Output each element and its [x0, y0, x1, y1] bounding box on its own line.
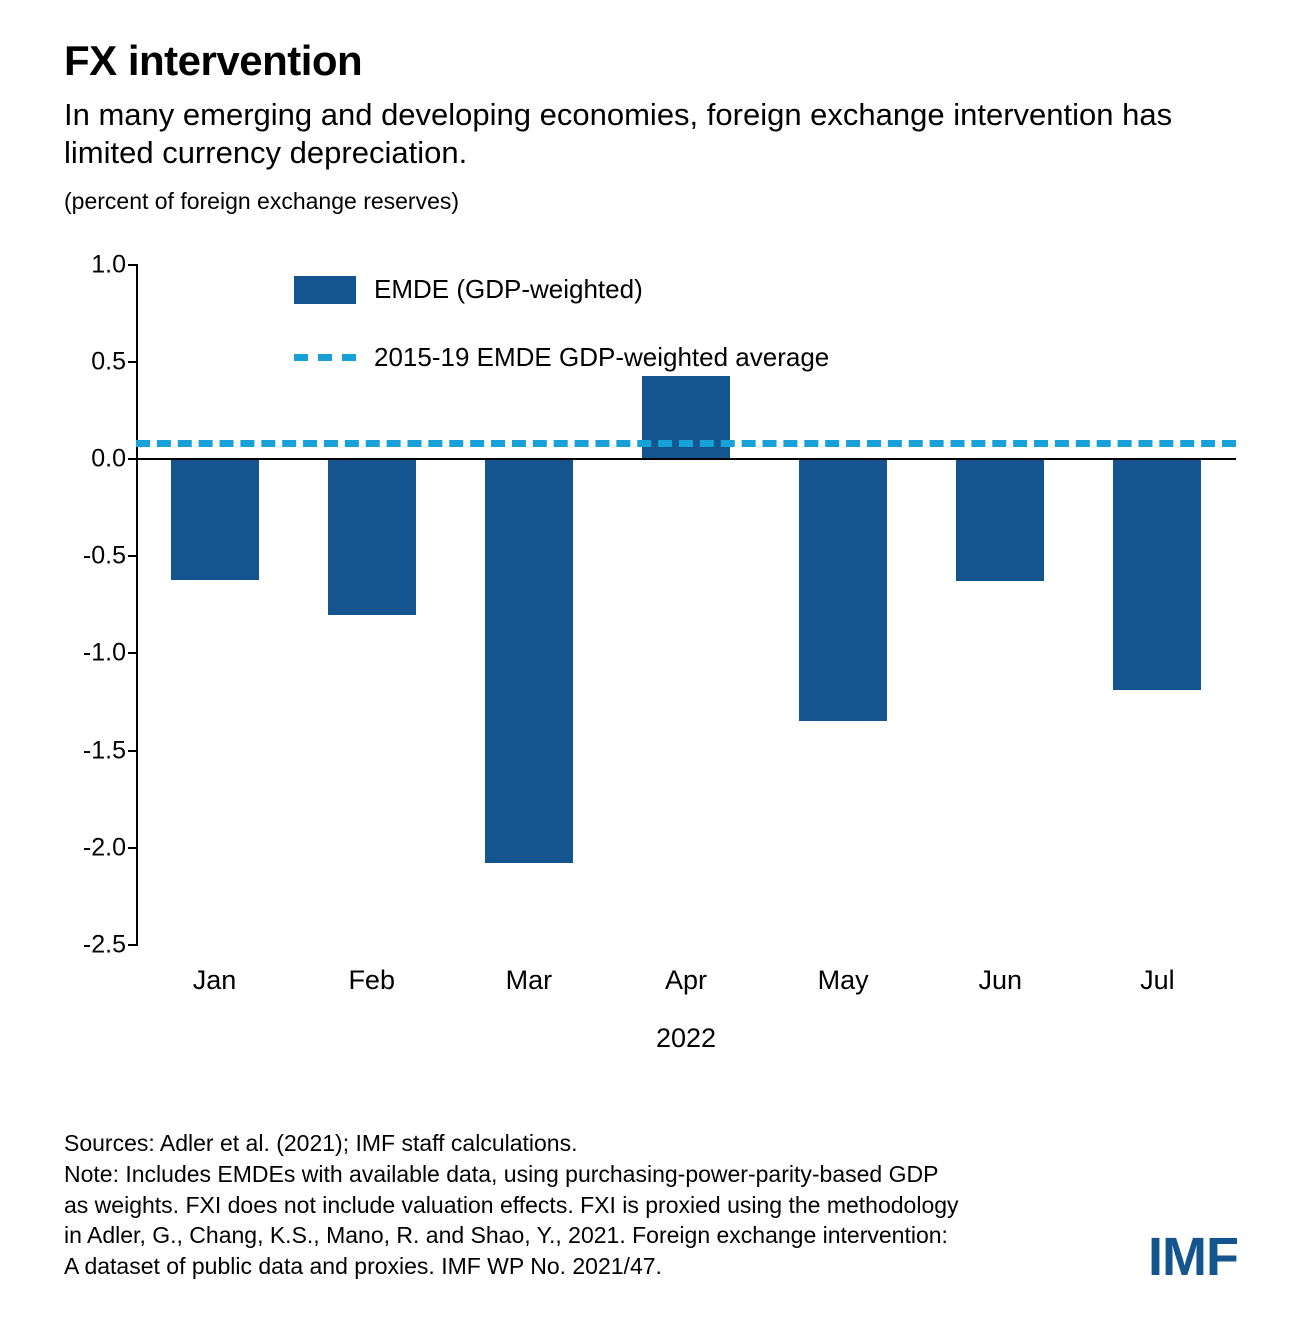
legend-dashed-line-icon	[294, 354, 356, 361]
y-axis-tick-mark	[128, 847, 138, 849]
imf-logo: IMF	[1148, 1227, 1238, 1287]
y-axis-tick-mark	[128, 555, 138, 557]
y-axis-tick-mark	[128, 750, 138, 752]
footer-line-3: as weights. FXI does not include valuation effects. FXI is proxied using the methodology	[64, 1191, 959, 1218]
bar-chart	[64, 237, 1236, 1053]
y-axis-tick-mark	[128, 361, 138, 363]
x-axis-tick-label: Apr	[664, 964, 708, 995]
footer-notes	[64, 1128, 1124, 1282]
zero-axis-line	[136, 458, 1236, 460]
x-axis-tick-label: Feb	[348, 964, 395, 995]
y-axis-tick-label: 1.0	[91, 250, 126, 279]
footer-line-4: in Adler, G., Chang, K.S., Mano, R. and Shao, Y., 2021. Foreign exchange intervention:	[64, 1222, 948, 1249]
y-axis-tick-mark	[128, 944, 138, 946]
x-axis-tick-label: Mar	[505, 964, 553, 995]
bar	[171, 459, 259, 579]
y-axis-tick-mark	[128, 264, 138, 266]
y-axis-tick-mark	[128, 652, 138, 654]
average-reference-line	[136, 440, 1236, 447]
legend-item-bar	[294, 267, 829, 313]
y-axis-tick-label: -1.0	[82, 638, 126, 667]
page-title: FX intervention	[64, 37, 363, 84]
x-axis-tick-label: Jul	[1140, 964, 1175, 995]
footer-line-2: Note: Includes EMDEs with available data, using purchasing-power-parity-based GDP	[64, 1160, 939, 1187]
bar	[485, 459, 573, 863]
y-axis-line	[136, 265, 138, 945]
bar	[956, 459, 1044, 581]
legend-bar-label: EMDE (GDP-weighted)	[374, 274, 643, 305]
y-axis-tick-label: -2.0	[82, 833, 126, 862]
y-axis-tick-label: 0.5	[91, 347, 126, 376]
y-axis-tick-label: -2.5	[82, 930, 126, 959]
legend-item-line	[294, 335, 829, 381]
bar	[799, 459, 887, 721]
bar	[328, 459, 416, 614]
legend-bar-swatch-icon	[294, 276, 356, 304]
page-subtitle: In many emerging and developing economies, foreign exchange intervention has limited currency depreciation.	[64, 97, 1173, 170]
units-label: (percent of foreign exchange reserves)	[64, 187, 460, 214]
footer-line-5: A dataset of public data and proxies. IMF WP No. 2021/47.	[64, 1253, 662, 1280]
y-axis-tick-label: 0.0	[91, 444, 126, 473]
bar	[1113, 459, 1201, 690]
x-axis-tick-label: Jun	[978, 964, 1023, 995]
chart-legend	[294, 267, 829, 403]
x-axis-title: 2022	[655, 1022, 717, 1053]
footer-line-1: Sources: Adler et al. (2021); IMF staff calculations.	[64, 1130, 578, 1156]
x-axis-tick-label: Jan	[192, 964, 237, 995]
legend-line-label: 2015-19 EMDE GDP-weighted average	[374, 342, 830, 373]
y-axis-tick-label: -1.5	[82, 736, 126, 765]
x-axis-tick-label: May	[817, 964, 869, 995]
chart-page	[0, 38, 1300, 1338]
y-axis-tick-label: -0.5	[82, 541, 126, 570]
